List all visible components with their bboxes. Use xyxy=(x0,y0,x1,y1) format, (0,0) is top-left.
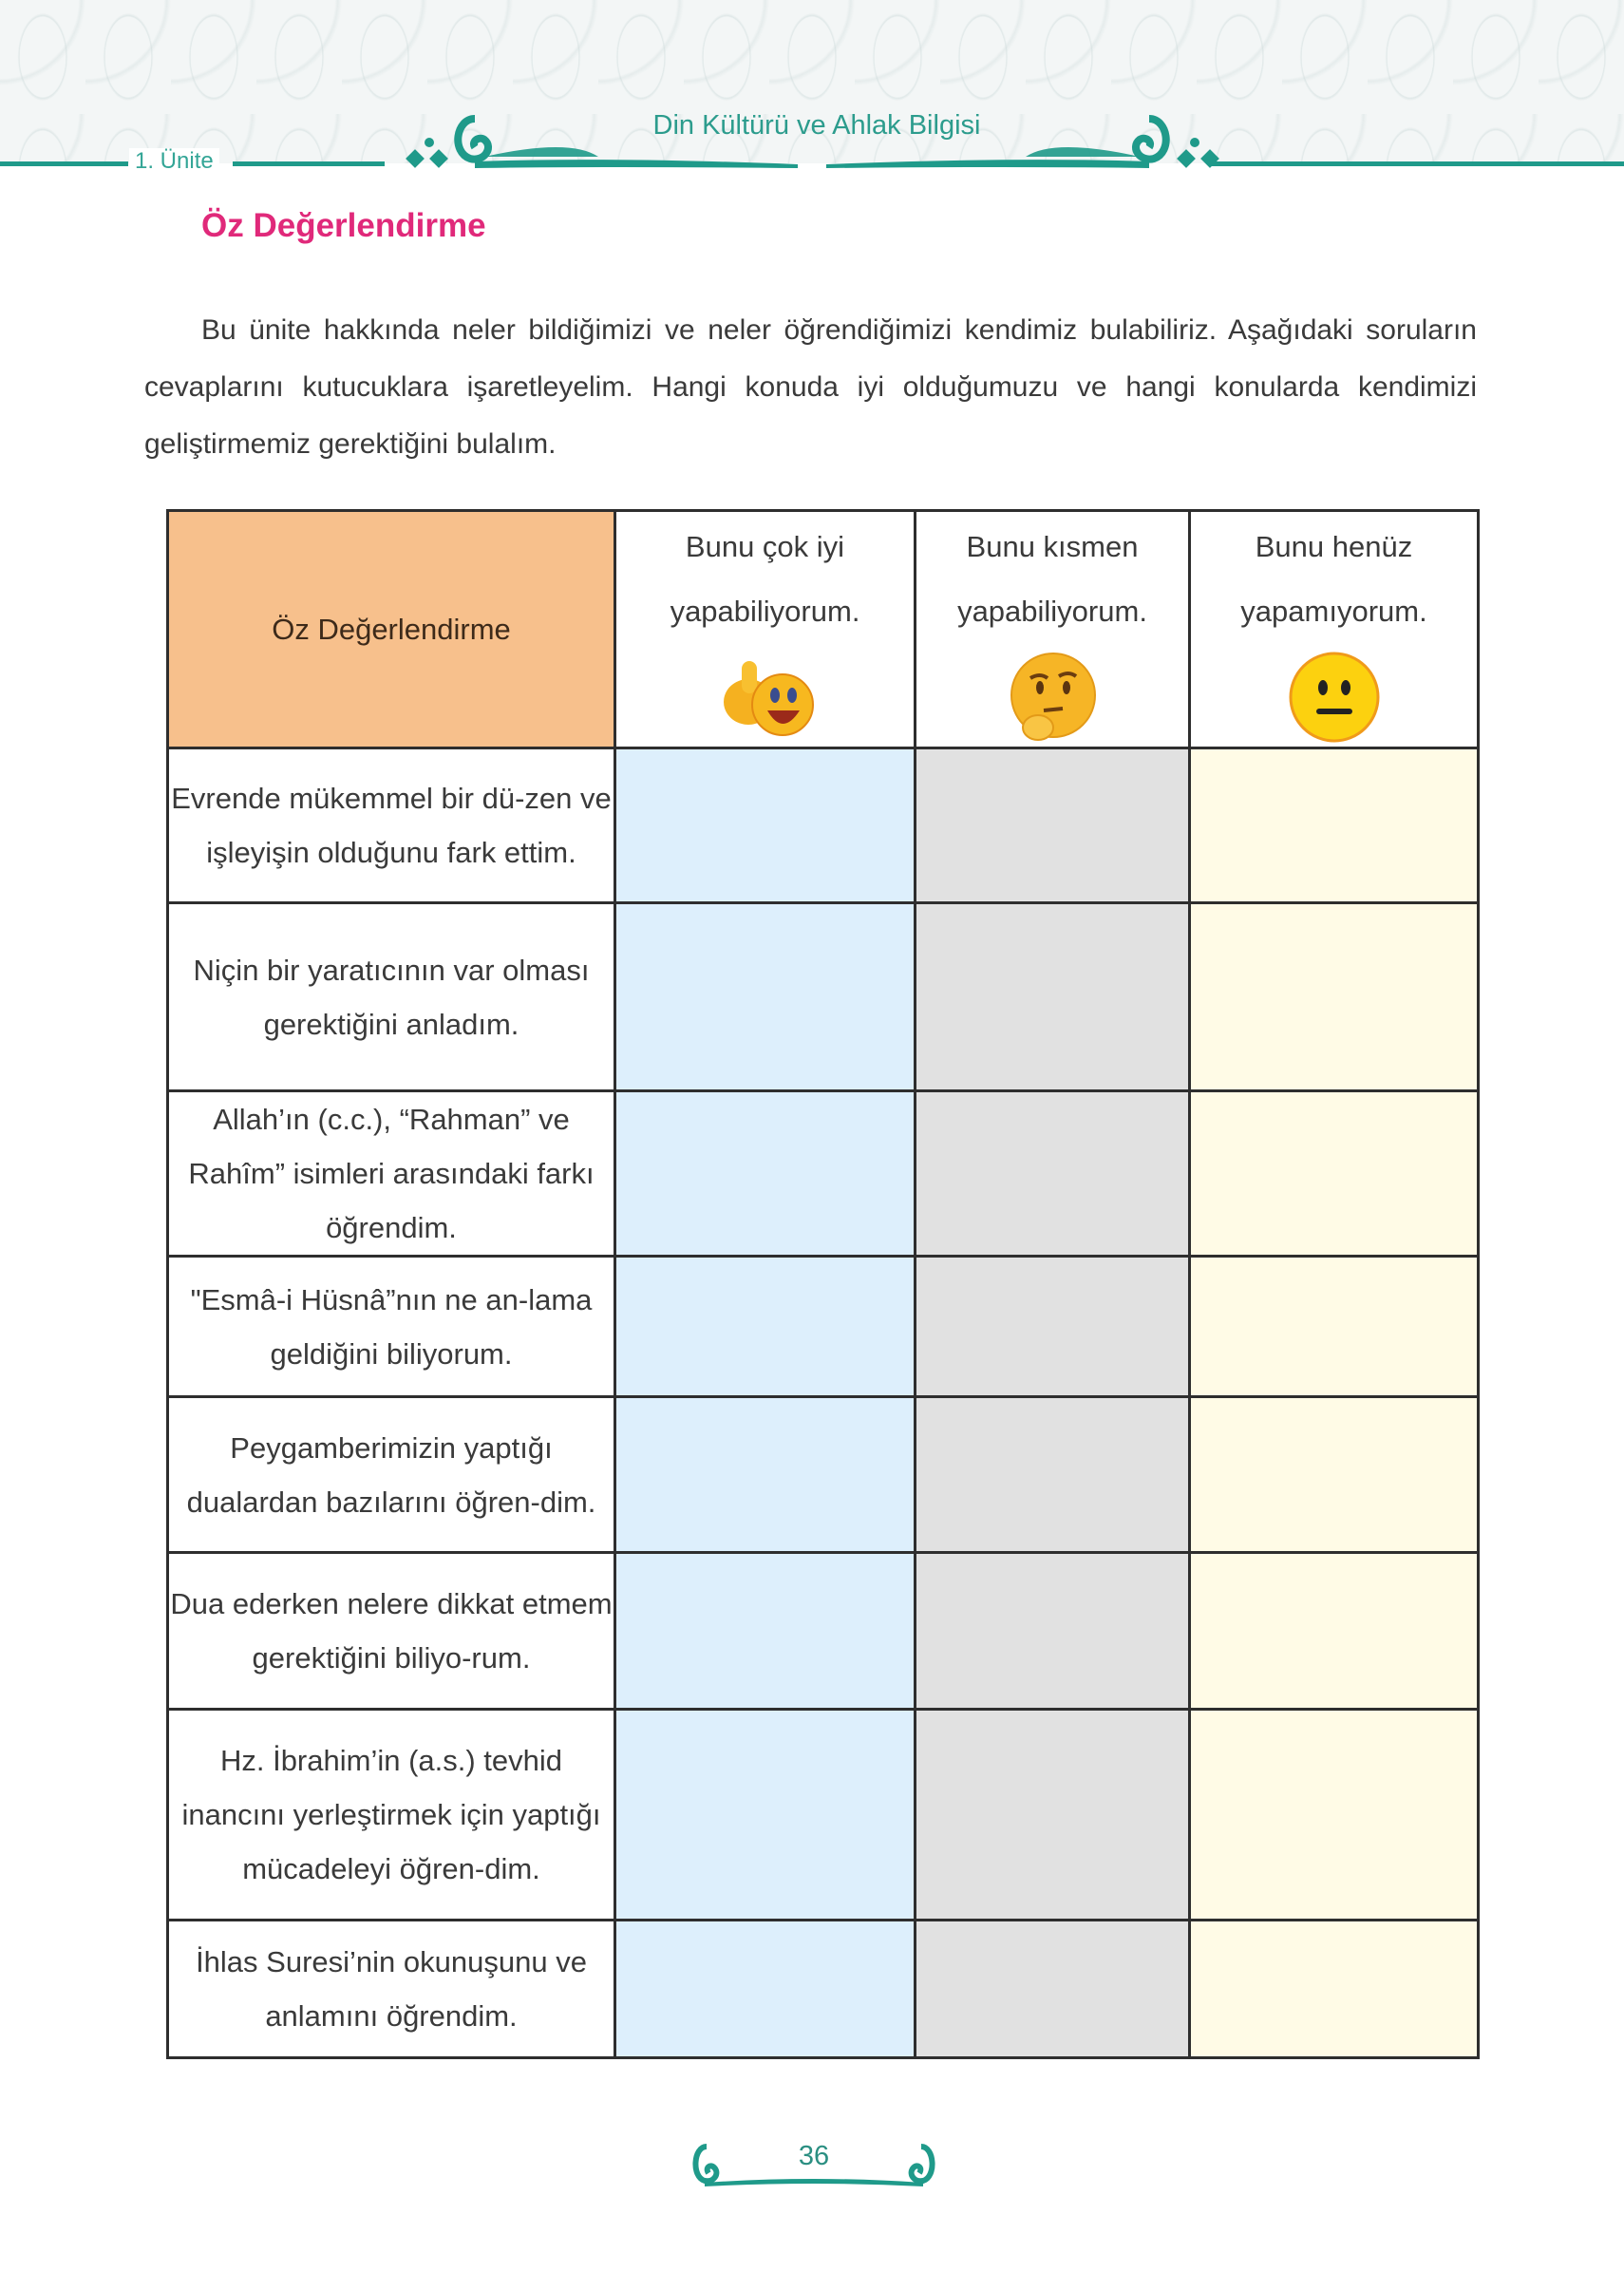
checkbox-not-yet[interactable] xyxy=(1190,1921,1479,2058)
column-header-line: yapabiliyorum. xyxy=(670,594,860,628)
column-header-line: Bunu henüz xyxy=(1255,529,1413,563)
table-row xyxy=(168,1091,1479,1257)
checkbox-partially[interactable] xyxy=(916,1553,1190,1710)
checkbox-very-well[interactable] xyxy=(615,1553,916,1710)
checkbox-partially[interactable] xyxy=(916,1710,1190,1921)
checkbox-not-yet[interactable] xyxy=(1190,1710,1479,1921)
checkbox-not-yet[interactable] xyxy=(1190,1553,1479,1710)
statement-cell: Niçin bir yaratıcının var olması gerektiğini anladım. xyxy=(168,903,615,1091)
column-header-line: yapabiliyorum. xyxy=(957,594,1147,628)
book-title: Din Kültürü ve Ahlak Bilgisi xyxy=(652,110,981,141)
checkbox-not-yet[interactable] xyxy=(1190,1091,1479,1257)
table-row xyxy=(168,1710,1479,1921)
statement-cell: Allah’ın (c.c.), “Rahman” ve Rahîm” isimleri arasındaki farkı öğrendim. xyxy=(168,1091,615,1257)
header-rule-mid xyxy=(233,161,385,166)
thumbs-up-smiley-icon xyxy=(708,650,822,745)
checkbox-very-well[interactable] xyxy=(615,903,916,1091)
column-header-very-well xyxy=(615,511,916,748)
column-header-partially xyxy=(916,511,1190,748)
checkbox-very-well[interactable] xyxy=(615,748,916,903)
statement-cell: İhlas Suresi’nin okunuşunu ve anlamını öğrendim. xyxy=(168,1921,615,2058)
statement-cell: Dua ederken nelere dikkat etmem gerektiğini biliyo-rum. xyxy=(168,1553,615,1710)
table-header-row xyxy=(168,511,1479,748)
checkbox-not-yet[interactable] xyxy=(1190,903,1479,1091)
statement-cell: Evrende mükemmel bir dü-zen ve işleyişin olduğunu fark ettim. xyxy=(168,748,615,903)
checkbox-very-well[interactable] xyxy=(615,1091,916,1257)
page-footer xyxy=(686,2137,942,2194)
statement-cell: Hz. İbrahim’in (a.s.) tevhid inancını yerleştirmek için yaptığı mücadeleyi öğren-dim. xyxy=(168,1710,615,1921)
checkbox-not-yet[interactable] xyxy=(1190,1397,1479,1553)
checkbox-not-yet[interactable] xyxy=(1190,748,1479,903)
table-row xyxy=(168,1553,1479,1710)
column-header-not-yet xyxy=(1190,511,1479,748)
checkbox-very-well[interactable] xyxy=(615,1257,916,1397)
column-header-line: yapamıyorum. xyxy=(1240,594,1427,628)
checkbox-partially[interactable] xyxy=(916,748,1190,903)
intro-paragraph: Bu ünite hakkında neler bildiğimizi ve neler öğrendiğimizi kendimiz bulabiliriz. Aşağıdaki soruların cevaplarını kutucuklara işaretleyelim. Hangi konuda iyi olduğumuzu ve hangi konularda kendimizi geliştirmemiz gerektiğini bulalım. xyxy=(144,314,1477,460)
checkbox-partially[interactable] xyxy=(916,1257,1190,1397)
page-number: 36 xyxy=(798,2141,830,2171)
column-header-line: Bunu çok iyi xyxy=(685,529,845,563)
checkbox-partially[interactable] xyxy=(916,1921,1190,2058)
statement-cell: "Esmâ-i Hüsnâ”nın ne an-lama geldiğini biliyorum. xyxy=(168,1257,615,1397)
table-row xyxy=(168,748,1479,903)
statement-cell: Peygamberimizin yaptığı dualardan bazılarını öğren-dim. xyxy=(168,1397,615,1553)
table-row xyxy=(168,903,1479,1091)
checkbox-not-yet[interactable] xyxy=(1190,1257,1479,1397)
checkbox-partially[interactable] xyxy=(916,1397,1190,1553)
checkbox-very-well[interactable] xyxy=(615,1397,916,1553)
header-rule-left xyxy=(0,161,128,166)
header-rule-right xyxy=(1211,161,1624,166)
section-title: Öz Değerlendirme xyxy=(201,207,486,244)
table-row xyxy=(168,1921,1479,2058)
neutral-face-icon xyxy=(1282,650,1387,745)
checkbox-partially[interactable] xyxy=(916,1091,1190,1257)
checkbox-partially[interactable] xyxy=(916,903,1190,1091)
self-evaluation-table xyxy=(166,509,1480,2059)
unit-label: 1. Ünite xyxy=(129,148,219,175)
table-row xyxy=(168,1397,1479,1553)
table-row xyxy=(168,1257,1479,1397)
column-header-line: Bunu kısmen xyxy=(966,529,1139,563)
corner-header: Öz Değerlendirme xyxy=(168,511,615,748)
thinking-face-icon xyxy=(1000,650,1105,745)
checkbox-very-well[interactable] xyxy=(615,1710,916,1921)
checkbox-very-well[interactable] xyxy=(615,1921,916,2058)
